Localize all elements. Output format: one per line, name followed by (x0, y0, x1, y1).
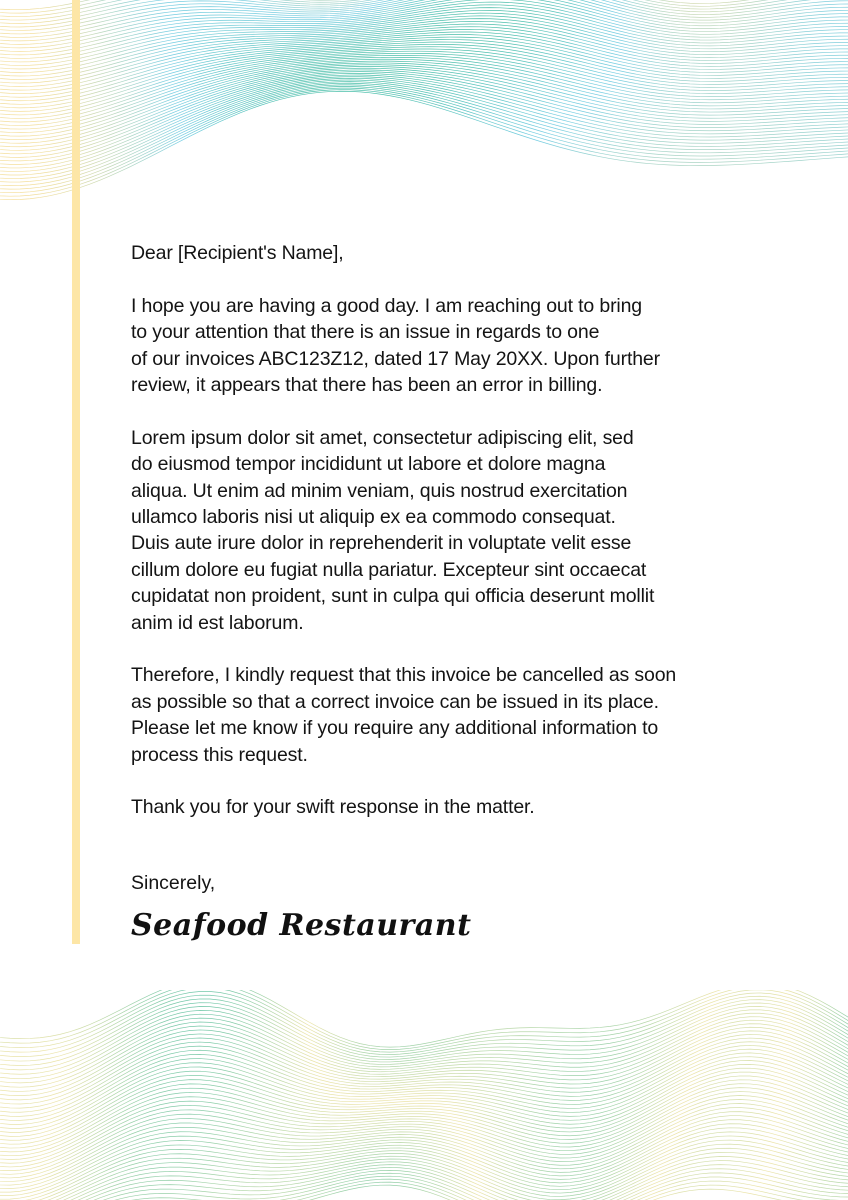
bottom-wave-lines-icon (0, 990, 848, 1200)
wave-line (0, 1092, 848, 1164)
wave-line (0, 61, 848, 136)
wave-line (0, 51, 848, 118)
wave-line (0, 0, 848, 17)
wave-line (0, 1156, 848, 1200)
wave-line (0, 1185, 848, 1200)
signature: Seafood Restaurant (131, 908, 472, 943)
wave-line (0, 82, 848, 179)
wave-line (0, 1104, 848, 1175)
wave-line (0, 1010, 848, 1074)
wave-line (0, 1108, 848, 1178)
wave-line (0, 83, 848, 182)
wave-line (0, 24, 848, 80)
wave-line (0, 1042, 848, 1113)
wave-line (0, 49, 848, 115)
wave-line (0, 0, 848, 20)
paragraph-thanks: Thank you for your swift response in the matter. (131, 796, 535, 819)
wave-line (0, 29, 848, 86)
wave-line (0, 78, 848, 171)
wave-line (0, 1064, 848, 1136)
wave-line (0, 1003, 848, 1066)
wave-line (0, 1076, 848, 1148)
wave-line (0, 59, 848, 132)
wave-line (0, 1038, 848, 1108)
wave-line (0, 0, 848, 48)
wave-line (0, 0, 848, 13)
wave-line (0, 1176, 848, 1200)
wave-line (0, 88, 848, 193)
wave-line (0, 1084, 848, 1156)
wave-line (0, 0, 848, 37)
wave-line (0, 1148, 848, 1200)
paragraph-intro: I hope you are having a good day. I am reaching out to bring to your attention that there is an issue in regards to one of our invoices ABC123Z12, dated 17 May 20XX. Upon further review, it appears that there has been an error in billing. (131, 294, 660, 397)
wave-line (0, 1165, 848, 1200)
wave-line (0, 1053, 848, 1125)
wave-line (0, 10, 848, 62)
wave-line (0, 47, 848, 112)
wave-line (0, 1017, 848, 1083)
wave-line (0, 0, 848, 24)
wave-line (0, 1049, 848, 1120)
wave-line (0, 0, 848, 41)
wave-line (0, 63, 848, 140)
wave-line (0, 1120, 848, 1189)
wave-line (0, 991, 848, 1054)
wave-line (0, 1152, 848, 1200)
wave-line (0, 55, 848, 125)
wave-line (0, 1045, 848, 1116)
top-wave-lines-icon (0, 0, 848, 200)
wave-line (0, 72, 848, 158)
wave-line (0, 2, 848, 51)
wave-line (0, 1173, 848, 1200)
wave-line (0, 1027, 848, 1095)
wave-line (0, 1161, 848, 1200)
top-wave-lines (0, 0, 848, 200)
wave-line (0, 1057, 848, 1129)
wave-line (0, 68, 848, 150)
wave-line (0, 70, 848, 154)
letter-body (131, 240, 771, 847)
wave-line (0, 1100, 848, 1171)
wave-line (0, 1080, 848, 1152)
wave-line (0, 1116, 848, 1185)
wave-line (0, 990, 848, 1050)
wave-line (0, 32, 848, 90)
wave-line (0, 995, 848, 1057)
wave-line (0, 1144, 848, 1200)
wave-line (0, 91, 848, 199)
wave-line (0, 1136, 848, 1200)
wave-line (0, 80, 848, 175)
wave-line (0, 35, 848, 94)
wave-line (0, 53, 848, 122)
wave-line (0, 1140, 848, 1200)
salutation: Dear [Recipient's Name], (131, 242, 344, 264)
wave-line (0, 1169, 848, 1200)
wave-line (0, 8, 848, 59)
wave-line (0, 16, 848, 69)
wave-line (0, 37, 848, 97)
wave-line (0, 1024, 848, 1092)
wave-line (0, 1124, 848, 1192)
paragraph-lorem: Lorem ipsum dolor sit amet, consectetur adipiscing elit, sed do eiusmod tempor incididunt ut labore et dolore magna aliqua. Ut enim ad minim veniam, quis nostrud exercitation ullamco laboris nisi ut aliquip ex ea commodo consequat. Duis aute irure dolor in reprehenderit in voluptate velit esse cillum dolore eu fugiat nulla pariatur. Excepteur sint occaecat cupidatat non proident, sunt in culpa qui officia deserunt mollit anim id est laborum. (131, 426, 655, 634)
wave-line (0, 0, 848, 30)
wave-line (0, 40, 848, 101)
wave-line (0, 0, 848, 44)
wave-line (0, 19, 848, 73)
wave-line (0, 1072, 848, 1144)
wave-line (0, 5, 848, 55)
wave-line (0, 990, 848, 1047)
wave-line (0, 27, 848, 83)
wave-line (0, 85, 848, 186)
wave-line (0, 0, 848, 34)
wave-line (0, 87, 848, 190)
wave-line (0, 990, 848, 1052)
wave-line (0, 65, 848, 144)
wave-line (0, 42, 848, 104)
wave-line (0, 1013, 848, 1078)
wave-line (0, 77, 848, 168)
wave-line (0, 1068, 848, 1140)
wave-line (0, 1031, 848, 1100)
wave-line (0, 1020, 848, 1087)
bottom-wave-lines (0, 990, 848, 1200)
wave-line (0, 73, 848, 161)
wave-line (0, 57, 848, 129)
wave-line (0, 0, 848, 27)
wave-line (0, 1182, 848, 1200)
wave-line (0, 1006, 848, 1070)
wave-line (0, 1096, 848, 1167)
wave-line (0, 75, 848, 164)
paragraph-request: Therefore, I kindly request that this invoice be cancelled as soon as possible so that a correct invoice can be issued in its place. Please let me know if you require any additional information to process this request. (131, 664, 677, 766)
wave-line (0, 21, 848, 76)
wave-line (0, 44, 848, 107)
wave-line (0, 1132, 848, 1199)
wave-line (0, 1179, 848, 1200)
wave-line (0, 1088, 848, 1160)
wave-line (0, 66, 848, 146)
wave-line (0, 0, 848, 10)
wave-line (0, 1128, 848, 1196)
wave-line (0, 1034, 848, 1104)
wave-line (0, 1061, 848, 1133)
closing: Sincerely, (131, 872, 216, 894)
wave-line (0, 1112, 848, 1182)
wave-line (0, 999, 848, 1061)
vertical-accent-bar (72, 0, 80, 944)
wave-line (0, 90, 848, 197)
wave-line (0, 13, 848, 65)
